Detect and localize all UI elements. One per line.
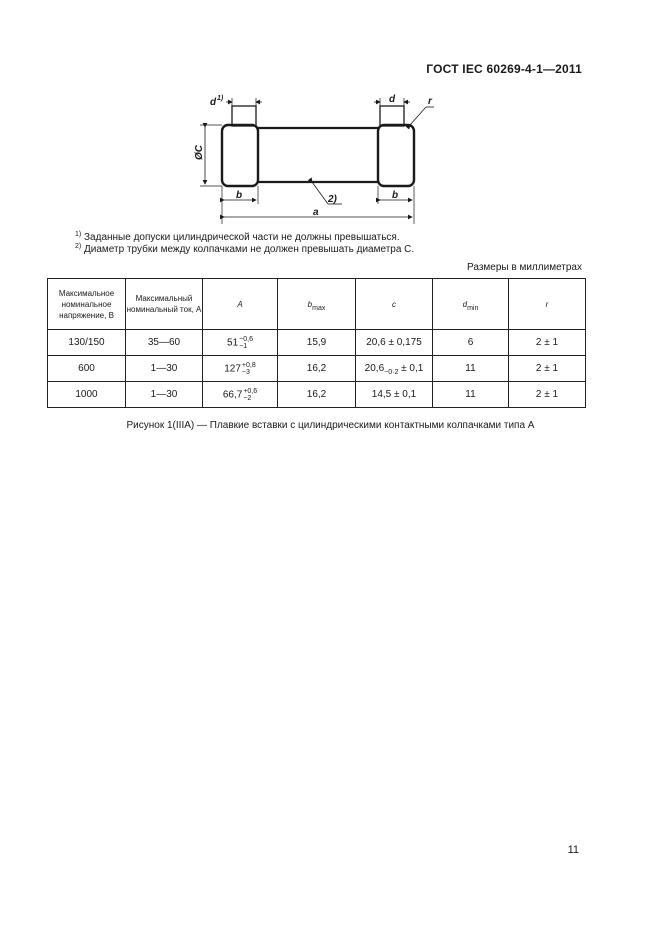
cell-b-max: 16,2 bbox=[278, 356, 356, 382]
table-row bbox=[48, 382, 586, 408]
units-note: Размеры в миллиметрах bbox=[467, 262, 582, 273]
table-row bbox=[48, 356, 586, 382]
left-stud bbox=[232, 106, 256, 126]
document-header: ГОСТ IEC 60269-4-1—2011 bbox=[426, 62, 582, 76]
fuse-link-drawing bbox=[188, 92, 438, 228]
table-row bbox=[48, 330, 586, 356]
page-number: 11 bbox=[567, 844, 579, 856]
cell-b-max: 15,9 bbox=[278, 330, 356, 356]
cell-d-min: 11 bbox=[433, 356, 509, 382]
label-a: a bbox=[313, 207, 319, 218]
figure-caption: Рисунок 1(IIIA) — Плавкие вставки с цилиндрическими контактными колпачками типа А bbox=[126, 420, 535, 431]
header-current: Максимальный номинальный ток, А bbox=[126, 279, 203, 330]
right-cap bbox=[378, 125, 414, 186]
table-header-row bbox=[48, 279, 586, 330]
cell-c: 14,5 ± 0,1 bbox=[356, 382, 433, 408]
cell-current: 1—30 bbox=[126, 356, 203, 382]
left-cap bbox=[222, 125, 258, 186]
label-d-note-sup: 1) bbox=[217, 95, 224, 102]
cell-a: 51 −0,6 −1 bbox=[203, 330, 278, 356]
footnote-1: $^{1)}$ Заданные допуски цилиндрической части не должны превышаться. bbox=[75, 231, 400, 243]
label-d: d bbox=[389, 94, 396, 105]
footnote-2: $^{2)}$ Диаметр трубки между колпачками не должен превышать диаметра С. bbox=[75, 243, 415, 255]
dimensions-table bbox=[47, 278, 586, 408]
header-voltage: Максимальное номинальное напряжение, В bbox=[48, 279, 126, 330]
header-c: c bbox=[356, 279, 433, 330]
cell-b-max: 16,2 bbox=[278, 382, 356, 408]
label-b-left: b bbox=[236, 190, 243, 201]
label-tube-note: 2) bbox=[328, 194, 337, 205]
cell-voltage: 600 bbox=[48, 356, 126, 382]
header-a: A bbox=[203, 279, 278, 330]
cell-voltage: 1000 bbox=[48, 382, 126, 408]
cell-d-min: 11 bbox=[433, 382, 509, 408]
label-diam-c: ØC bbox=[194, 145, 205, 160]
cell-c: 20,6 ± 0,175 bbox=[356, 330, 433, 356]
label-r: r bbox=[428, 96, 432, 107]
cell-d-min: 6 bbox=[433, 330, 509, 356]
cell-c: $20,6_{-0\cdot 2} \pm 0,1$ bbox=[356, 356, 433, 382]
header-b-max: bmax bbox=[278, 279, 356, 330]
cell-current: 1—30 bbox=[126, 382, 203, 408]
cell-current: 35—60 bbox=[126, 330, 203, 356]
cell-a: 127 +0,8 −3 bbox=[203, 356, 278, 382]
cell-r: 2 ± 1 bbox=[509, 382, 586, 408]
header-r: r bbox=[509, 279, 586, 330]
label-b-right: b bbox=[392, 190, 399, 201]
footnotes bbox=[75, 232, 414, 256]
cell-voltage: 130/150 bbox=[48, 330, 126, 356]
cell-a: 66,7 +0,6 −2 bbox=[203, 382, 278, 408]
right-stud bbox=[380, 106, 404, 126]
cell-r: 2 ± 1 bbox=[509, 356, 586, 382]
cell-r: 2 ± 1 bbox=[509, 330, 586, 356]
header-d-min: dmin bbox=[433, 279, 509, 330]
label-d-note: d bbox=[210, 97, 217, 108]
